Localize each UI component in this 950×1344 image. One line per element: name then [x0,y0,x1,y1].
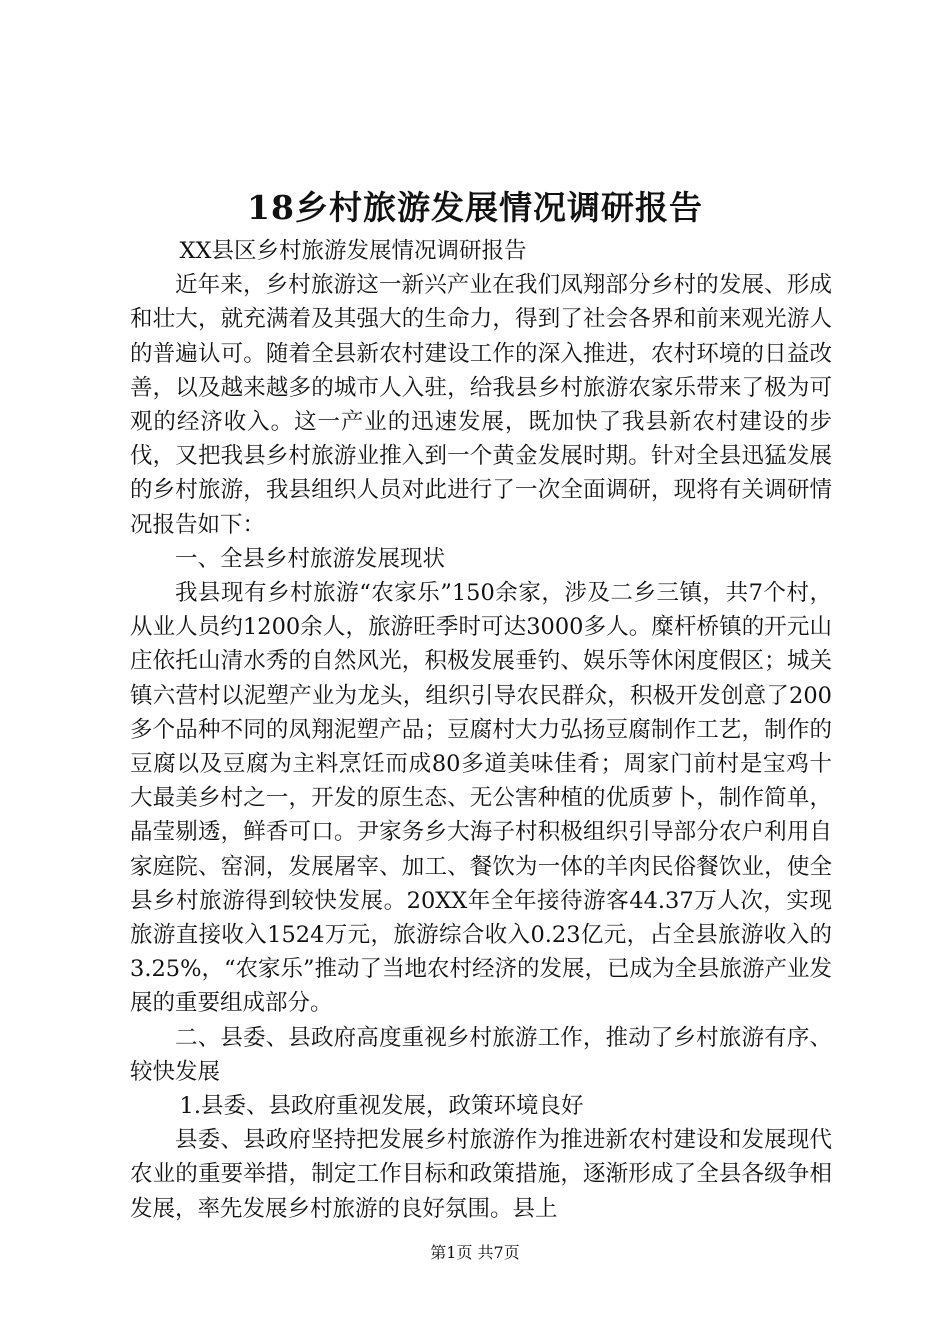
report-subtitle: XX县区乡村旅游发展情况调研报告 [179,238,527,264]
page-footer: 第1页 共7页 [430,1243,520,1262]
page-title: 18乡村旅游发展情况调研报告 [247,188,703,227]
subsection-heading-1: 1.县委、县政府重视发展，政策环境良好 [179,1093,584,1120]
document-body [130,234,832,1226]
section-heading-1: 一、全县乡村旅游发展现状 [175,545,446,572]
paragraph-policy: 县委、县政府坚持把发展乡村旅游作为推进新农村建设和发展现代农业的重要举措，制定工作目标和政策措施，逐渐形成了全县各级争相发展，率先发展乡村旅游的良好氛围。县上 [130,1127,832,1222]
paragraph-intro: 近年来，乡村旅游这一新兴产业在我们凤翔部分乡村的发展、形成和壮大，就充满着及其强大的生命力，得到了社会各界和前来观光游人的普遍认可。随着全县新农村建设工作的深入推进，农村环境的日益改善，以及越来越多的城市人入驻，给我县乡村旅游农家乐带来了极为可观的经济收入。这一产业的迅速发展，既加快了我县新农村建设的步伐，又把我县乡村旅游业推入到一个黄金发展时期。针对全县迅猛发展的乡村旅游，我县组织人员对此进行了一次全面调研，现将有关调研情况报告如下： [130,272,832,538]
paragraph-status: 我县现有乡村旅游“农家乐”150余家，涉及二乡三镇，共7个村，从业人员约1200余人，旅游旺季时可达3000多人。糜杆桥镇的开元山庄依托山清水秀的自然风光，积极发展垂钓、娱乐等休闲度假区；城关镇六营村以泥塑产业为龙头，组织引导农民群众，积极开发创意了200多个品种不同的凤翔泥塑产品；豆腐村大力弘扬豆腐制作工艺，制作的豆腐以及豆腐为主料烹饪而成80多道美味佳肴；周家门前村是宝鸡十大最美乡村之一，开发的原生态、无公害种植的优质萝卜，制作简单，晶莹剔透，鲜香可口。尹家务乡大海子村积极组织引导部分农户利用自家庭院、窑洞，发展屠宰、加工、餐饮为一体的羊肉民俗餐饮业，使全县乡村旅游得到较快发展。20XX年全年接待游客44.37万人次，实现旅游直接收入1524万元，旅游综合收入0.23亿元，占全县旅游收入的3.25%，“农家乐”推动了当地农村经济的发展，已成为全县旅游产业发展的重要组成部分。 [130,580,832,1017]
section-heading-2: 二、县委、县政府高度重视乡村旅游工作，推动了乡村旅游有序、较快发展 [130,1024,832,1085]
